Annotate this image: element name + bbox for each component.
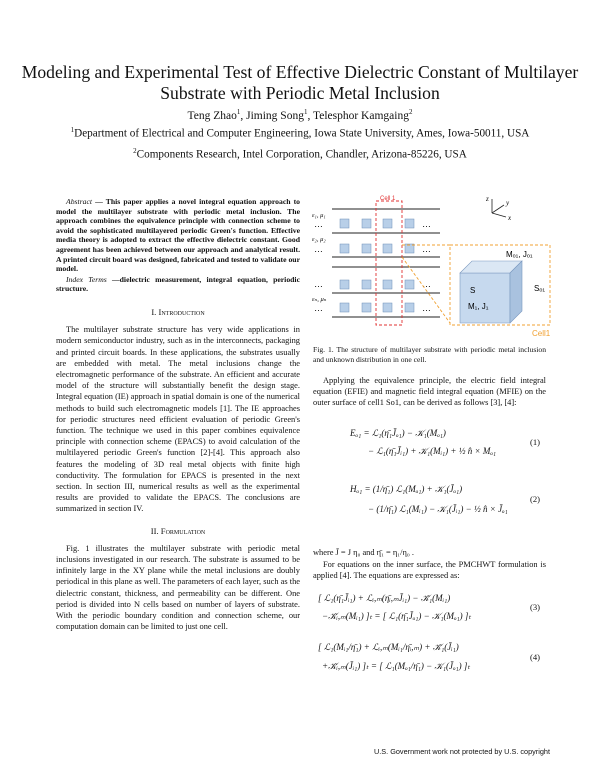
axes (492, 199, 506, 217)
index-terms (56, 275, 300, 294)
abstract-text: — This paper applies a novel integral equation approach to model the multilayer substrate with periodic metal inclusion. The approach combines the equivalence principle with connection scheme to avoid the sophisticated multilayered periodic Green's function. Effective media theory is adopted to extract the effective dielectric constant. Good agreement has been achieved between our approach and analytical result. A printed circuit board was designed, fabricated and tested to validate our model. (56, 197, 300, 274)
left-column (56, 197, 300, 632)
so1-label: Sₒ₁ (534, 284, 546, 293)
right-paragraph-1 (313, 375, 546, 409)
m1-j1-label: M₁, J₁ (468, 302, 489, 311)
z-axis-label: z (486, 195, 489, 203)
where-line (313, 547, 546, 558)
layer-1-label: ε₁, μ₁ (312, 212, 326, 219)
eq3-line1: [ ℒ₁(η̄₁J̄ᵢ₁) + ℒᵢ,ₘ(η̄ᵢ,ₘJ̄ᵢ₁) − 𝒦̃₁(Mᵢ₁) (318, 593, 451, 603)
affiliation-2-sup: 2 (133, 147, 137, 155)
figure-1-drawing (310, 195, 560, 345)
eq2-line2: − (1/η̄₁) ℒ₁(Mᵢ₁) − 𝒦₁(J̄ᵢ₁) − ½ n̂ × J̄ₒ₁ (368, 504, 508, 514)
affiliation-1-text: Department of Electrical and Computer Engineering, Iowa State University, Ames, Iowa-50011, USA (74, 127, 530, 140)
where-text: where J̄ = J η₀ and η̄₁ = η₁/η₀ . (313, 548, 414, 557)
x-axis-label: x (508, 214, 512, 222)
cell-top-label: Cell 1 (380, 196, 396, 202)
author-3: , Telesphor Kamgaing (307, 109, 409, 122)
formulation-paragraph: Fig. 1 illustrates the multilayer substrate with periodic metal inclusions investigated in our research. The substrate is assumed to be infinitely large in the XY plane while the metal inclusions are doubly periodical in this plane as well. The parameters of each layer, such as the dielectric constant, thickness, and permeability can be different. One period is divided into N cells based on number of layers of substrate. With the periodic boundary condition and connection scheme, our computation domain can be limited to just one cell. (56, 543, 300, 632)
index-terms-text: —dielectric measurement, integral equation, periodic structure. (56, 274, 300, 294)
right-para-1-text: Applying the equivalence principle, the electric field integral equation (EFIE) and magnetic field integral equation (MFIE) on the outer surface of cell1 So1, can be derived as follows [3], [4]: (313, 376, 546, 408)
author-2-sup: 1 (303, 108, 308, 116)
y-axis-label: y (506, 199, 510, 207)
affiliation-2 (0, 147, 600, 161)
affiliation-1-sup: 1 (70, 126, 75, 134)
author-1-sup: 1 (236, 108, 241, 116)
eq4-line1: [ ℒ₁(Mᵢ₁/η̄₁) + ℒᵢ,ₘ(Mᵢ₁/η̄ᵢ,ₘ) + 𝒦̃₁(J̄ᵢ₁) (318, 642, 459, 652)
right-para-2-text: For equations on the inner surface, the PMCHWT formulation is applied [4]. The equations are expressed as: (313, 560, 546, 581)
eq4-line2: +𝒦̃ᵢ,ₘ(J̄ᵢ₁) ]ₜ = [ ℒ₁(Mₒ₁/η̄₁) − 𝒦₁(J̄ₒ₁) ]ₜ (322, 661, 471, 671)
eq1-line2: − ℒ₁(η̄₁J̄ᵢ₁) + 𝒦₁(Mᵢ₁) + ½ n̂ × Mₒ₁ (368, 446, 497, 456)
dots-left-4: … (314, 303, 323, 313)
authors (0, 108, 600, 122)
copyright-notice: U.S. Government work not protected by U.S. copyright (373, 747, 550, 756)
section-heading-formulation: II. Formulation (150, 525, 206, 536)
affiliation-2-text: Components Research, Intel Corporation, Chandler, Arizona-85226, USA (136, 148, 467, 161)
cell1-label: Cell1 (532, 329, 551, 338)
eq4-number: (4) (530, 652, 541, 662)
layer-2-label: ε₂, μ₂ (312, 236, 326, 243)
abstract (56, 197, 300, 274)
eq1-number: (1) (530, 437, 541, 447)
affiliation-1 (0, 126, 600, 140)
eq2-line1: Hₒ₁ = (1/η̄₁) ℒ₁(Mₒ₁) + 𝒦₁(J̄ₒ₁) (350, 484, 463, 494)
abstract-label: Abstract (66, 197, 93, 206)
surface-s-label: S (470, 286, 476, 295)
section-heading-intro: I. Introduction (151, 306, 205, 317)
intro-paragraph: The multilayer substrate structure has very wide applications in modern semiconductor industry, such as in the interconnects, packaging and printed circuit boards. In these applications, the substrates usually are embedded with metal. The metal inclusions change the electromagnetic performance of the substrate. An efficient and accurate model of the structure will substantially benefit the design stage. Integral equation (IE) approach in spatial domain is one of the numerical methods to build such electromagnetic models [1]. The IE approaches for periodic structures need efficient evaluation of periodic Green's function. The technique we used in this paper combines equivalence principle with connection scheme (EPACS) to avoid calculation of the multilayered periodic Green's function [2]-[4]. This approach also features the modeling of 3D real metal objects with finite high conductivity. The formulation for EPACS is presented in the next section. In section III, numerical results as well as the experimental results are provided to validate the EPACS. The conclusions are summarized in section IV. (56, 325, 300, 514)
eq3-line2: −𝒦̃ᵢ,ₘ(Mᵢ₁) ]ₜ = [ ℒ₁(η̄₁J̄ₒ₁) − 𝒦₁(Mₒ₁) ]ₜ (322, 611, 472, 621)
layer-n-label: εₙ, μₙ (312, 296, 327, 303)
dots-right-4: … (422, 303, 431, 313)
figure-caption: Fig. 1. The structure of multilayer substrate with periodic metal inclusion and unknown distribution in one cell. (313, 345, 546, 364)
author-3-sup: 2 (408, 108, 413, 116)
figure-1 (310, 195, 560, 345)
dots-left-3: … (314, 279, 323, 289)
eq2-number: (2) (530, 494, 541, 504)
mo1-jo1-label: Mₒ₁, Jₒ₁ (506, 250, 533, 259)
dots-left-2: … (314, 244, 323, 254)
author-1: Teng Zhao (187, 109, 237, 122)
index-terms-label: Index Terms (66, 274, 107, 284)
dots-right-3: … (422, 279, 431, 289)
right-paragraph-2 (313, 559, 546, 581)
eq3-number: (3) (530, 602, 541, 612)
eq1-line1: Eₒ₁ = ℒ₁(η̄₁J̄ₒ₁) − 𝒦₁(Mₒ₁) (350, 428, 446, 438)
dots-right-2: … (422, 244, 431, 254)
author-2: , Jiming Song (240, 109, 304, 122)
dots-left-1: … (314, 219, 323, 229)
dots-right-1: … (422, 219, 431, 229)
paper-title: Modeling and Experimental Test of Effective Dielectric Constant of Multilayer Substrate with Periodic Metal Inclusion (21, 62, 579, 103)
